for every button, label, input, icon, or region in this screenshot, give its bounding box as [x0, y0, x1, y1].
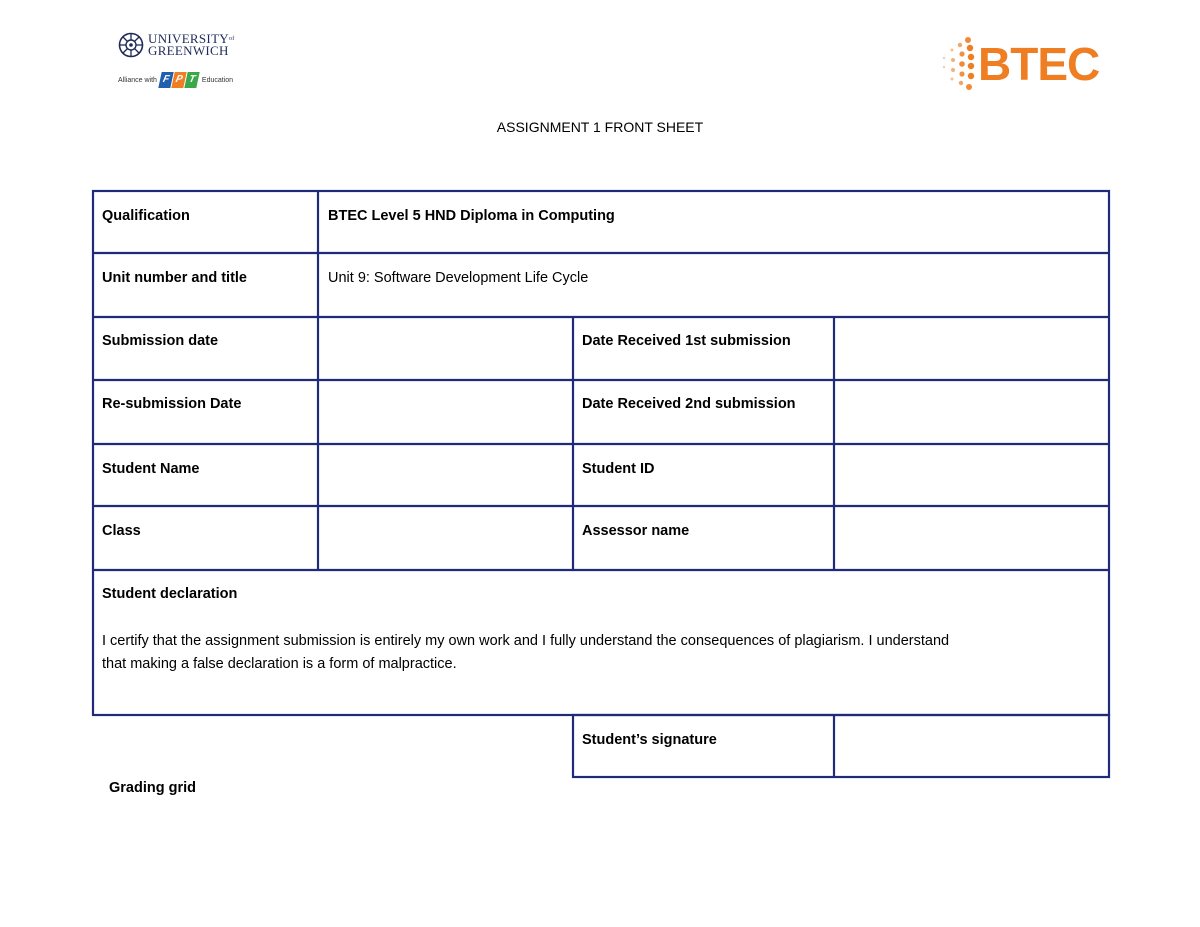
class-label: Class: [102, 523, 141, 539]
fpt-letter-t: T: [184, 72, 199, 88]
grading-grid-label: Grading grid: [109, 780, 196, 796]
date-received-2nd-label: Date Received 2nd submission: [582, 396, 796, 412]
qualification-label: Qualification: [102, 208, 190, 224]
university-city: GREENWICH: [148, 43, 229, 58]
unit-value: Unit 9: Software Development Life Cycle: [328, 270, 589, 286]
qualification-value: BTEC Level 5 HND Diploma in Computing: [328, 208, 615, 224]
declaration-text-line-1: I certify that the assignment submission is entirely my own work and I fully understand the consequences of plagiarism. I understand: [102, 633, 950, 649]
student-id-label: Student ID: [582, 461, 655, 477]
assessor-name-label: Assessor name: [582, 523, 690, 539]
fpt-letter-p: P: [171, 72, 186, 88]
student-declaration-heading: Student declaration: [102, 586, 238, 602]
fpt-letter-f: F: [158, 72, 173, 88]
alliance-suffix: Education: [201, 76, 234, 84]
date-received-1st-label: Date Received 1st submission: [582, 333, 791, 349]
resubmission-date-label: Re-submission Date: [102, 396, 242, 412]
student-name-label: Student Name: [102, 461, 200, 477]
university-of: of: [229, 36, 235, 42]
alliance-prefix: Alliance with: [118, 76, 157, 84]
btec-wordmark: BTEC: [978, 38, 1100, 90]
declaration-text-line-2: that making a false declaration is a form of malpractice.: [102, 656, 457, 672]
page-title: ASSIGNMENT 1 FRONT SHEET: [496, 119, 704, 135]
submission-date-label: Submission date: [102, 333, 219, 349]
student-signature-label: Student’s signature: [582, 732, 717, 748]
university-name: UNIVERSITY: [148, 31, 229, 46]
unit-label: Unit number and title: [102, 270, 247, 286]
